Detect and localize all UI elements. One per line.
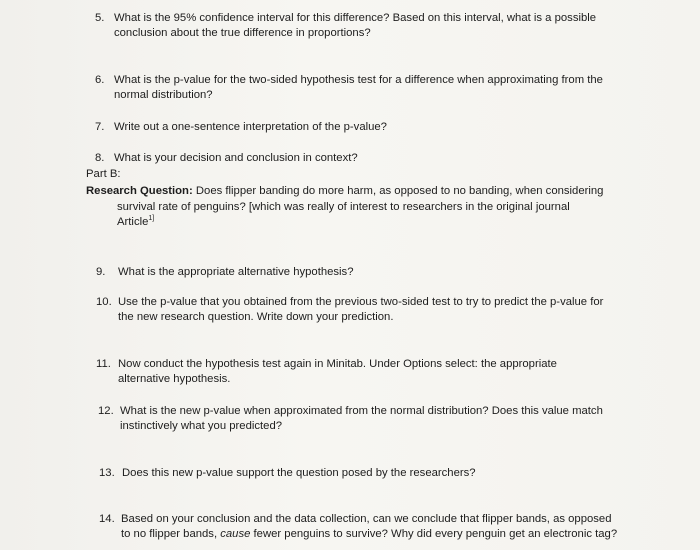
section-heading-part-b: Part B: (86, 168, 121, 180)
research-question (86, 184, 603, 231)
question-text-line-composite (99, 527, 617, 542)
question-text-line: What is the appropriate alternative hypothesis? (118, 266, 354, 278)
research-question-label: Research Question: (86, 185, 193, 197)
question-7 (95, 120, 387, 135)
question-12 (98, 404, 603, 434)
footnote-marker: 1] (148, 215, 155, 223)
question-number: 12. (98, 405, 114, 417)
question-text-line: Based on your conclusion and the data collection, can we conclude that flipper bands, as opposed (121, 513, 612, 525)
question-number: 7. (95, 121, 105, 133)
question-11 (96, 357, 557, 387)
question-number: 11. (96, 358, 111, 370)
question-9 (96, 265, 354, 280)
question-text-line: What is the 95% confidence interval for this difference? Based on this interval, what is a possible (114, 12, 597, 24)
question-text-line: instinctively what you predicted? (120, 420, 283, 432)
question-6 (95, 73, 603, 103)
question-text-fragment: to no flipper bands, (121, 528, 221, 540)
question-14 (99, 512, 617, 542)
question-text-line: normal distribution? (114, 89, 213, 101)
question-13 (99, 466, 476, 481)
question-10 (96, 295, 603, 325)
question-number: 6. (95, 74, 105, 86)
question-text-fragment: fewer penguins to survive? Why did every penguin get an electronic tag? (250, 528, 618, 540)
research-question-text: Article (117, 216, 149, 228)
question-text-line: conclusion about the true difference in proportions? (114, 27, 371, 39)
question-text-line: alternative hypothesis. (118, 373, 231, 385)
question-number: 8. (95, 152, 105, 164)
research-question-text: survival rate of penguins? [which was really of interest to researchers in the original journal (117, 200, 570, 213)
question-number: 10. (96, 296, 112, 308)
question-text-line: Write out a one-sentence interpretation of the p-value? (114, 121, 387, 133)
question-number: 5. (95, 12, 105, 24)
question-number: 14. (99, 513, 115, 525)
question-8 (95, 151, 358, 166)
question-number: 13. (99, 467, 115, 479)
question-text-line: What is the p-value for the two-sided hypothesis test for a difference when approximating from the (114, 74, 603, 86)
question-text-line: What is your decision and conclusion in context? (114, 152, 358, 164)
question-text-line: What is the new p-value when approximated from the normal distribution? Does this value match (120, 405, 603, 417)
question-text-line: the new research question. Write down your prediction. (118, 311, 394, 323)
question-5 (95, 11, 596, 41)
question-text-line: Use the p-value that you obtained from the previous two-sided test to try to predict the p-value for (118, 296, 604, 308)
question-text-line: Now conduct the hypothesis test again in Minitab. Under Options select: the appropriate (118, 358, 557, 370)
question-text-line: Does this new p-value support the question posed by the researchers? (122, 467, 476, 479)
question-emphasis: cause (220, 528, 251, 540)
research-question-text: Does flipper banding do more harm, as opposed to no banding, when considering (192, 185, 604, 197)
question-number: 9. (96, 266, 106, 278)
